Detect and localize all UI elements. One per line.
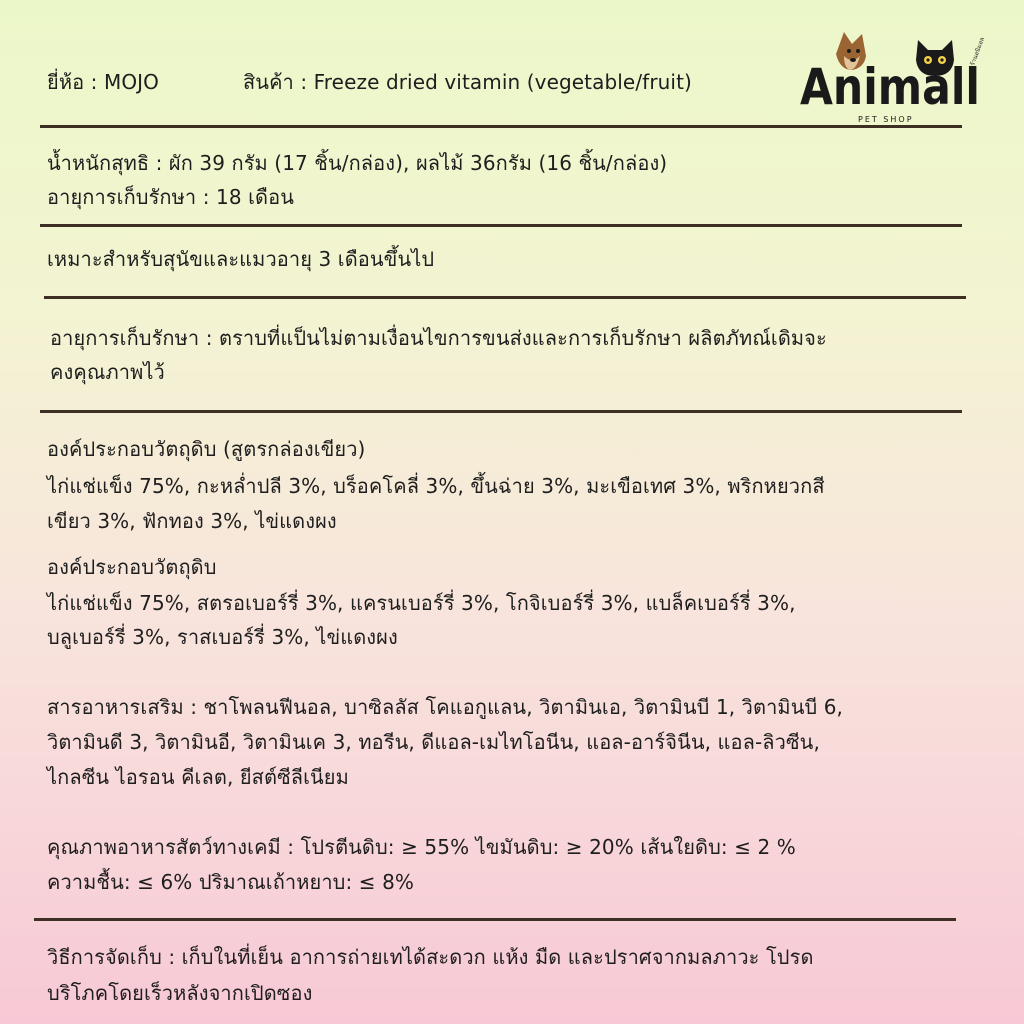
product-line: สินค้า : Freeze dried vitamin (vegetable/fruit) — [243, 70, 692, 94]
supplements-line: สารอาหารเสริม : ชาโพลนฟีนอล, บาซิลลัส โคแอกูแลน, วิตามินเอ, วิตามินบี 1, วิตามินบี 6, — [47, 695, 844, 719]
storage-line: วิธีการจัดเก็บ : เก็บในที่เย็น อาการถ่ายเทได้สะดวก แห้ง มืด และปราศจากมลภาวะ โปรด — [47, 945, 814, 969]
divider — [44, 296, 966, 299]
logo-tagline: PET SHOP — [858, 115, 914, 124]
divider — [40, 125, 962, 128]
supplements-line: ไกลซีน ไอรอน คีเลต, ยีสต์ซีลีเนียม — [47, 765, 349, 789]
divider — [34, 918, 956, 921]
ingredients-fruit-line: ไก่แช่แข็ง 75%, สตรอเบอร์รี่ 3%, แครนเบอร์รี่ 3%, โกจิเบอร์รี่ 3%, แบล็คเบอร์รี่ 3%, — [47, 591, 796, 615]
ingredients-green-line: ไก่แช่แข็ง 75%, กะหล่ำปลี 3%, บร็อคโคลี่ 3%, ขึ้นฉ่าย 3%, มะเขือเทศ 3%, พริกหยวกสี — [47, 474, 825, 498]
analysis-line: คุณภาพอาหารสัตว์ทางเคมี : โปรตีนดิบ: ≥ 55% ไขมันดิบ: ≥ 20% เส้นใยดิบ: ≤ 2 % — [47, 835, 796, 859]
ingredients-fruit-title: องค์ประกอบวัตถุดิบ — [47, 555, 217, 579]
supplements-line: วิตามินดี 3, วิตามินอี, วิตามินเค 3, ทอรีน, ดีแอล-เมไทโอนีน, แอล-อาร์จินีน, แอล-ลิวซีน, — [47, 730, 820, 754]
divider — [40, 224, 962, 227]
animall-logo — [796, 20, 992, 130]
divider — [40, 410, 962, 413]
shelf-life-note-line: อายุการเก็บรักษา : ตราบที่แป็นไม่ตามเงื่อนไขการขนส่งและการเก็บรักษา ผลิตภัทณ์เดิมจะ — [50, 326, 827, 350]
storage-line: บริโภคโดยเร็วหลังจากเปิดซอง — [47, 981, 313, 1005]
suitable-for: เหมาะสำหรับสุนัขและแมวอายุ 3 เดือนขึ้นไป — [47, 247, 435, 271]
logo-wordmark: Animall — [800, 58, 980, 116]
analysis-line: ความชื้น: ≤ 6% ปริมาณเถ้าหยาบ: ≤ 8% — [47, 870, 415, 894]
shelf-life-note-line: คงคุณภาพไว้ — [50, 360, 165, 384]
brand-line: ยี่ห้อ : MOJO — [47, 70, 160, 94]
net-weight: น้ำหนักสุทธิ : ผัก 39 กรัม (17 ชิ้น/กล่อง), ผลไม้ 36กรัม (16 ชิ้น/กล่อง) — [47, 151, 668, 175]
ingredients-green-title: องค์ประกอบวัตถุดิบ (สูตรกล่องเขียว) — [47, 437, 366, 461]
ingredients-fruit-line: บลูเบอร์รี่ 3%, ราสเบอร์รี่ 3%, ไข่แดงผง — [47, 625, 398, 649]
shelf-life: อายุการเก็บรักษา : 18 เดือน — [47, 185, 295, 209]
logo-small-text: ร้านอนิมอล — [969, 36, 987, 67]
ingredients-green-line: เขียว 3%, ฟักทอง 3%, ไข่แดงผง — [47, 509, 337, 533]
